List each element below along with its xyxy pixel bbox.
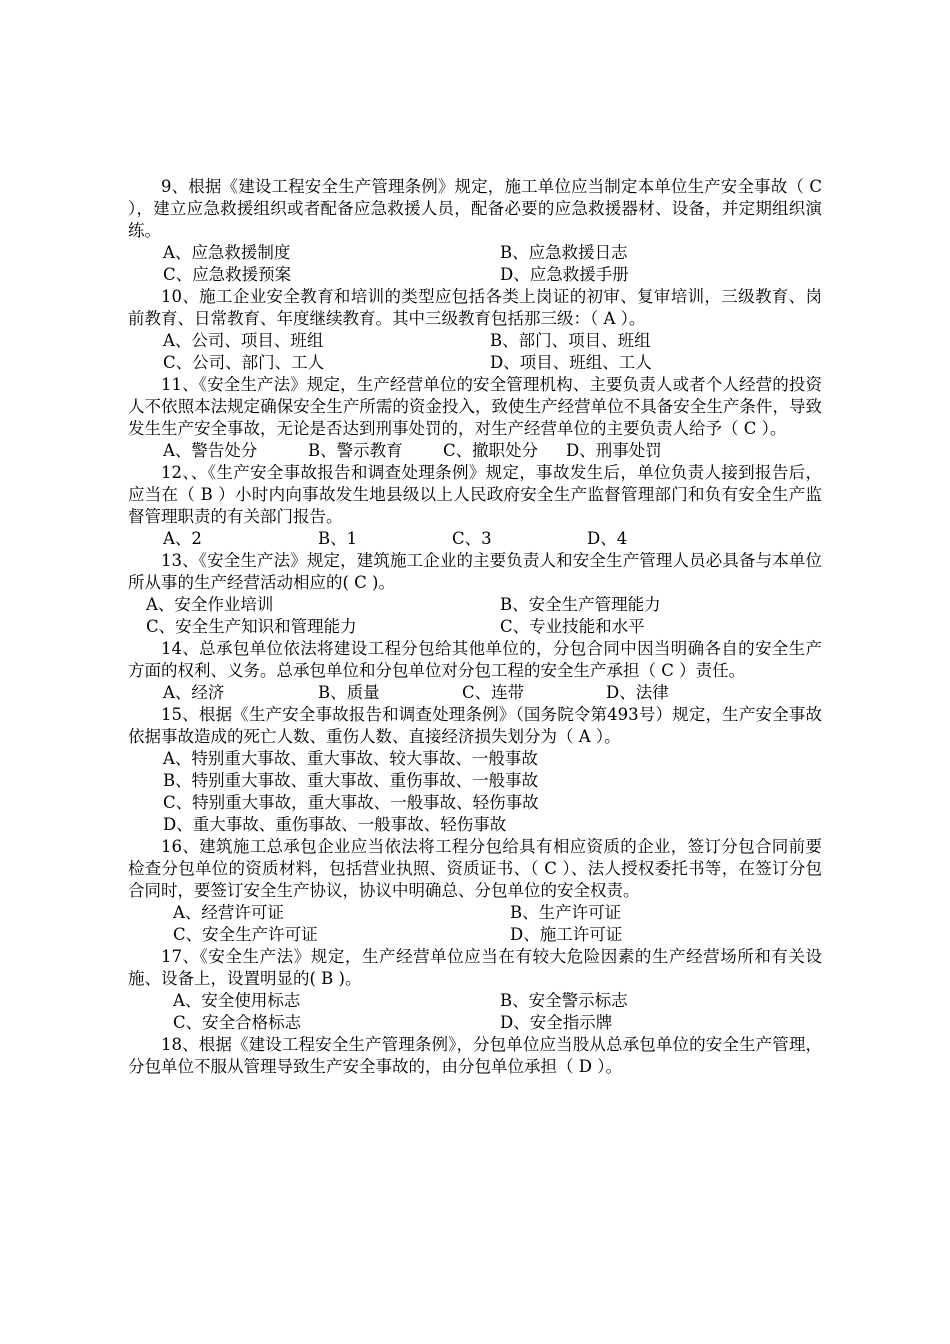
option-b: B、安全警示标志 xyxy=(500,991,628,1010)
question-16: 16、建筑施工总承包企业应当依法将工程分包给具有相应资质的企业，签订分包合同前要检查分包单位的资质材料，包括营业执照、资质证书、（ C ）、法人授权委托书等，在签订分包合同时，要签订安全生产协议，协议中明确总、分包单位的安全权责。 xyxy=(128,837,822,900)
option-a: A、2 xyxy=(163,529,202,548)
option-d: D、4 xyxy=(587,529,628,548)
options-row xyxy=(128,990,822,1012)
question-15: 15、根据《生产安全事故报告和调查处理条例》（国务院令第493号）规定，生产安全事故依据事故造成的死亡人数、重伤人数、直接经济损失划分为（ A ）。 xyxy=(128,705,822,746)
options-row xyxy=(128,440,822,462)
options-row xyxy=(128,264,822,286)
options-row xyxy=(128,1012,822,1034)
options-row xyxy=(128,924,822,946)
options-row xyxy=(128,242,822,264)
option-a: A、安全使用标志 xyxy=(173,991,301,1010)
options-row xyxy=(128,770,822,792)
option-a: A、经济 xyxy=(163,683,225,702)
option-c: C、安全生产知识和管理能力 xyxy=(146,617,357,636)
options-row xyxy=(128,528,822,550)
option-d: D、法律 xyxy=(606,683,669,702)
option-b: B、应急救援日志 xyxy=(500,243,628,262)
question-13: 13、《安全生产法》规定，建筑施工企业的主要负责人和安全生产管理人员必具备与本单位所从事的生产经营活动相应的( C )。 xyxy=(128,551,822,592)
option-b: B、1 xyxy=(318,529,358,548)
question-17: 17、《安全生产法》规定，生产经营单位应当在有较大危险因素的生产经营场所和有关设施、设备上，设置明显的( B )。 xyxy=(128,947,822,988)
options-row xyxy=(128,616,822,638)
question-11: 11、《安全生产法》规定，生产经营单位的安全管理机构、主要负责人或者个人经营的投资人不依照本法规定确保安全生产所需的资金投入，致使生产经营单位不具备安全生产条件，导致发生生产安全事故，无论是否达到刑事处罚的，对生产经营单位的主要负责人给予（ C ）。 xyxy=(128,375,822,438)
option-b: B、特别重大事故、重大事故、重伤事故、一般事故 xyxy=(163,771,539,790)
option-a: A、公司、项目、班组 xyxy=(163,331,324,350)
option-b: B、生产许可证 xyxy=(510,903,622,922)
options-row xyxy=(128,748,822,770)
option-b: B、部门、项目、班组 xyxy=(490,331,651,350)
option-d: D、安全指示牌 xyxy=(500,1013,613,1032)
option-b: B、安全生产管理能力 xyxy=(500,595,661,614)
options-row xyxy=(128,682,822,704)
option-c: C、连带 xyxy=(462,683,525,702)
option-c: C、3 xyxy=(452,529,492,548)
question-list xyxy=(128,176,822,1078)
option-a: A、应急救援制度 xyxy=(163,243,291,262)
option-c: C、安全合格标志 xyxy=(173,1013,302,1032)
option-d: D、施工许可证 xyxy=(510,925,623,944)
option-c: C、安全生产许可证 xyxy=(173,925,318,944)
option-d: D、刑事处罚 xyxy=(566,441,662,460)
question-10: 10、施工企业安全教育和培训的类型应包括各类上岗证的初审、复审培训，三级教育、岗前教育、日常教育、年度继续教育。其中三级教育包括那三级：（ A ）。 xyxy=(128,287,822,328)
option-a: A、经营许可证 xyxy=(173,903,284,922)
question-12: 12、、《生产安全事故报告和调查处理条例》规定，事故发生后，单位负责人接到报告后，应当在（ B ）小时内向事故发生地县级以上人民政府安全生产监督管理部门和负有安全生产监督管理职责的有关部门报告。 xyxy=(128,463,822,526)
question-9: 9、根据《建设工程安全生产管理条例》规定，施工单位应当制定本单位生产安全事故（ C ），建立应急救援组织或者配备应急救援人员，配备必要的应急救援器材、设备，并定期组织演练。 xyxy=(128,177,822,240)
option-c: C、公司、部门、工人 xyxy=(163,353,325,372)
option-d: D、应急救援手册 xyxy=(500,265,629,284)
options-row xyxy=(128,594,822,616)
question-18: 18、根据《建设工程安全生产管理条例》，分包单位应当股从总承包单位的安全生产管理，分包单位不服从管理导致生产安全事故的，由分包单位承担（ D ）。 xyxy=(128,1035,822,1076)
options-row xyxy=(128,792,822,814)
option-c: C、撤职处分 xyxy=(443,441,539,460)
options-row xyxy=(128,902,822,924)
question-14: 14、总承包单位依法将建设工程分包给其他单位的，分包合同中因当明确各自的安全生产方面的权利、义务。总承包单位和分包单位对分包工程的安全生产承担（ C ）责任。 xyxy=(128,639,822,680)
option-a: A、警告处分 xyxy=(163,441,258,460)
option-b: B、警示教育 xyxy=(308,441,403,460)
option-b: B、质量 xyxy=(318,683,380,702)
option-d: C、专业技能和水平 xyxy=(500,617,645,636)
option-a: A、特别重大事故、重大事故、较大事故、一般事故 xyxy=(163,749,538,768)
options-row xyxy=(128,352,822,374)
option-a: A、安全作业培训 xyxy=(146,595,274,614)
option-d: D、项目、班组、工人 xyxy=(490,353,652,372)
option-c: C、特别重大事故，重大事故、一般事故、轻伤事故 xyxy=(163,793,539,812)
option-d: D、重大事故、重伤事故、一般事故、轻伤事故 xyxy=(163,815,507,834)
options-row xyxy=(128,814,822,836)
option-c: C、应急救援预案 xyxy=(163,265,292,284)
options-row xyxy=(128,330,822,352)
